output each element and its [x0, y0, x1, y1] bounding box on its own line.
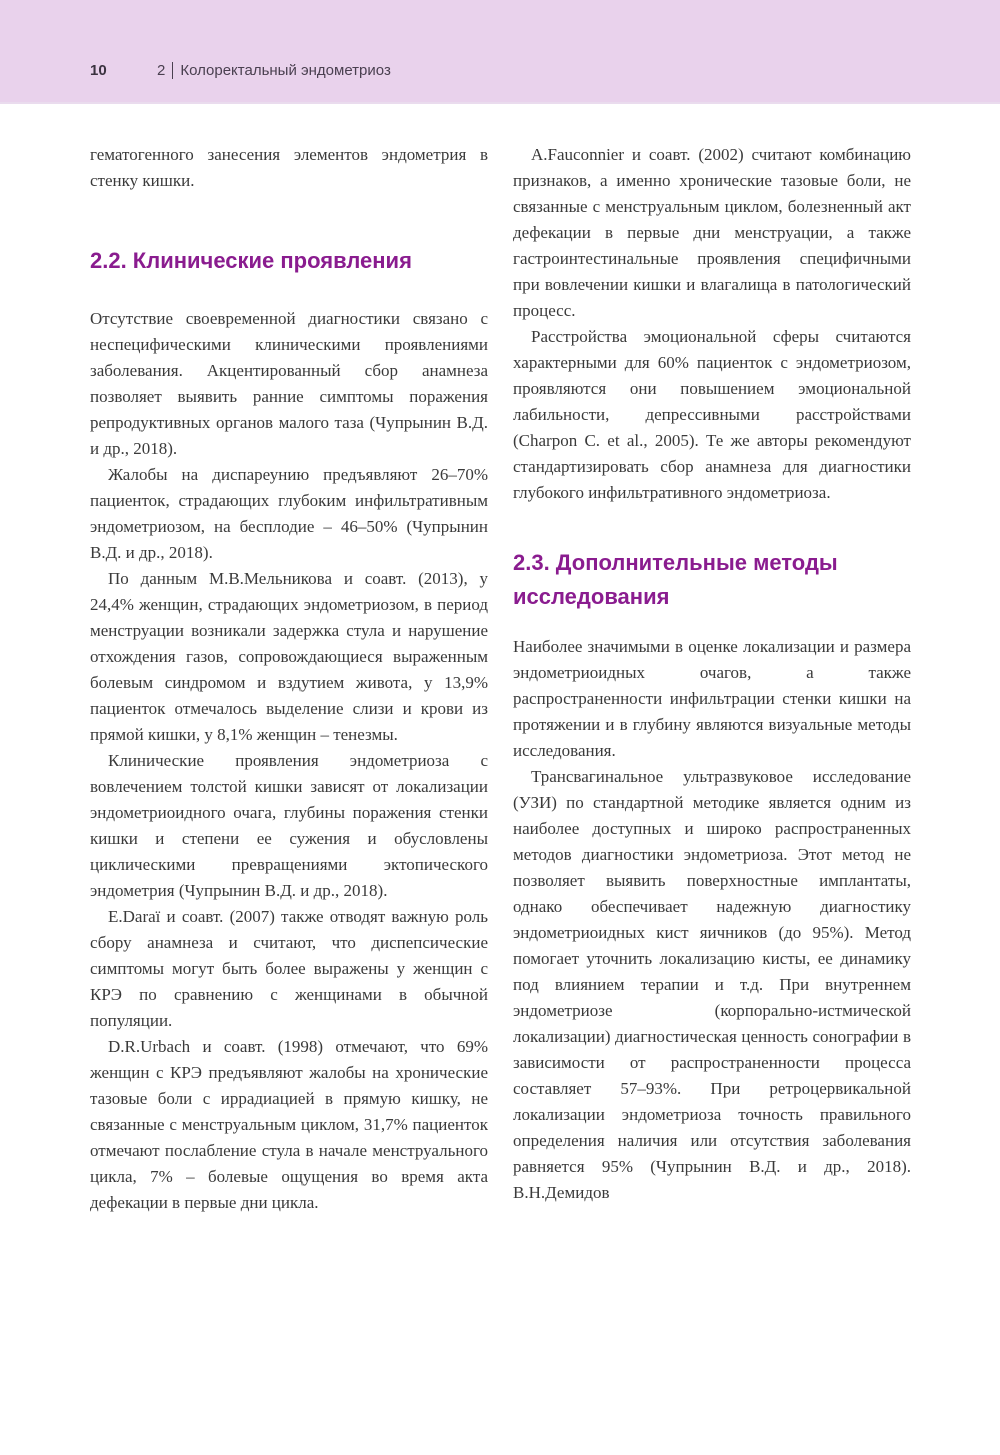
paragraph: Жалобы на диспареунию предъявляют 26–70% пациенток, страдающих глубоким инфильтративным эндометриозом, на бесплодие – 46–50% (Чупрынин В.Д. и др., 2018). [90, 465, 488, 562]
page-number: 10 [90, 62, 107, 79]
paragraph: Отсутствие своевременной диагностики связано с неспецифическими клиническими проявлениями заболевания. Акцентированный сбор анамнеза позволяет выявить ранние симптомы поражения репродуктивных органов малого таза (Чупрынин В.Д. и др., 2018). [90, 309, 488, 458]
left-column [90, 142, 488, 1216]
section-heading-2-3: 2.3. Дополнительные методы исследования [513, 550, 838, 609]
paragraph: A.Fauconnier и соавт. (2002) считают комбинацию признаков, а именно хронические тазовые боли, не связанные с менструальным циклом, болезненный акт дефекации в первые дни менструации, а также гастроинтестинальные проявления специфичными при вовлечении кишки и влагалища в патологический процесс. [513, 145, 911, 320]
header-divider [172, 62, 173, 79]
paragraph: D.R.Urbach и соавт. (1998) отмечают, что 69% женщин с КРЭ предъявляют жалобы на хронические тазовые боли с иррадиацией в прямую кишку, не связанные с менструальным циклом, 31,7% пациенток отмечают послабление стула в начале менструального цикла, 7% – болевые ощущения во время акта дефекации в первые дни цикла. [90, 1037, 488, 1212]
paragraph: Наиболее значимыми в оценке локализации и размера эндометриоидных очагов, а также распространенности инфильтрации стенки кишки на протяжении и в глубину являются визуальные методы исследования. [513, 637, 911, 760]
paragraph: E.Daraï и соавт. (2007) также отводят важную роль сбору анамнеза и считают, что диспепсические симптомы могут быть более выражены у женщин с КРЭ по сравнению с женщинами в обычной популяции. [90, 907, 488, 1030]
chapter-number: 2 [157, 62, 166, 79]
continued-paragraph: гематогенного занесения элементов эндометрия в стенку кишки. [90, 145, 488, 190]
paragraph: Трансвагинальное ультразвуковое исследование (УЗИ) по стандартной методике является одним из наиболее доступных и широко распространенных методов диагностики эндометриоза. Этот метод не позволяет выявить поверхностные имплантаты, однако обеспечивает надежную диагностику эндометриоидных кист яичников (до 95%). Метод помогает уточнить локализацию кисты, ее динамику под влиянием терапии и т.д. При внутреннем эндометриозе (корпорально-истмической локализации) диагностическая ценность сонографии в зависимости от распространенности процесса составляет 57–93%. При ретроцервикальной локализации эндометриоза точность правильного определения наличия или отсутствия заболевания равняется 95% (Чупрынин В.Д. и др., 2018). В.Н.Демидов [513, 767, 911, 1202]
running-title [157, 62, 391, 79]
running-header [0, 0, 1000, 104]
section-heading-2-2: 2.2. Клинические проявления [90, 248, 412, 273]
paragraph: Расстройства эмоциональной сферы считаются характерными для 60% пациенток с эндометриозом, проявляются они повышением эмоциональной лабильности, депрессивными расстройствами (Charpon C. et al., 2005). Те же авторы рекомендуют стандартизировать сбор анамнеза для диагностики глубокого инфильтративного эндометриоза. [513, 327, 911, 502]
chapter-title: Колоректальный эндометриоз [180, 62, 391, 79]
paragraph: По данным М.В.Мельникова и соавт. (2013), у 24,4% женщин, страдающих эндометриозом, в период менструации возникали задержка стула и нарушение отхождения газов, сопровождающиеся выраженным болевым синдромом и вздутием живота, у 13,9% пациенток отмечалось выделение слизи и крови из прямой кишки, у 8,1% женщин – тенезмы. [90, 569, 488, 744]
right-column [513, 142, 911, 1206]
paragraph: Клинические проявления эндометриоза с вовлечением толстой кишки зависят от локализации эндометриоидного очага, глубины поражения стенки кишки и степени ее сужения и обусловлены циклическими превращениями эктопического эндометрия (Чупрынин В.Д. и др., 2018). [90, 751, 488, 900]
